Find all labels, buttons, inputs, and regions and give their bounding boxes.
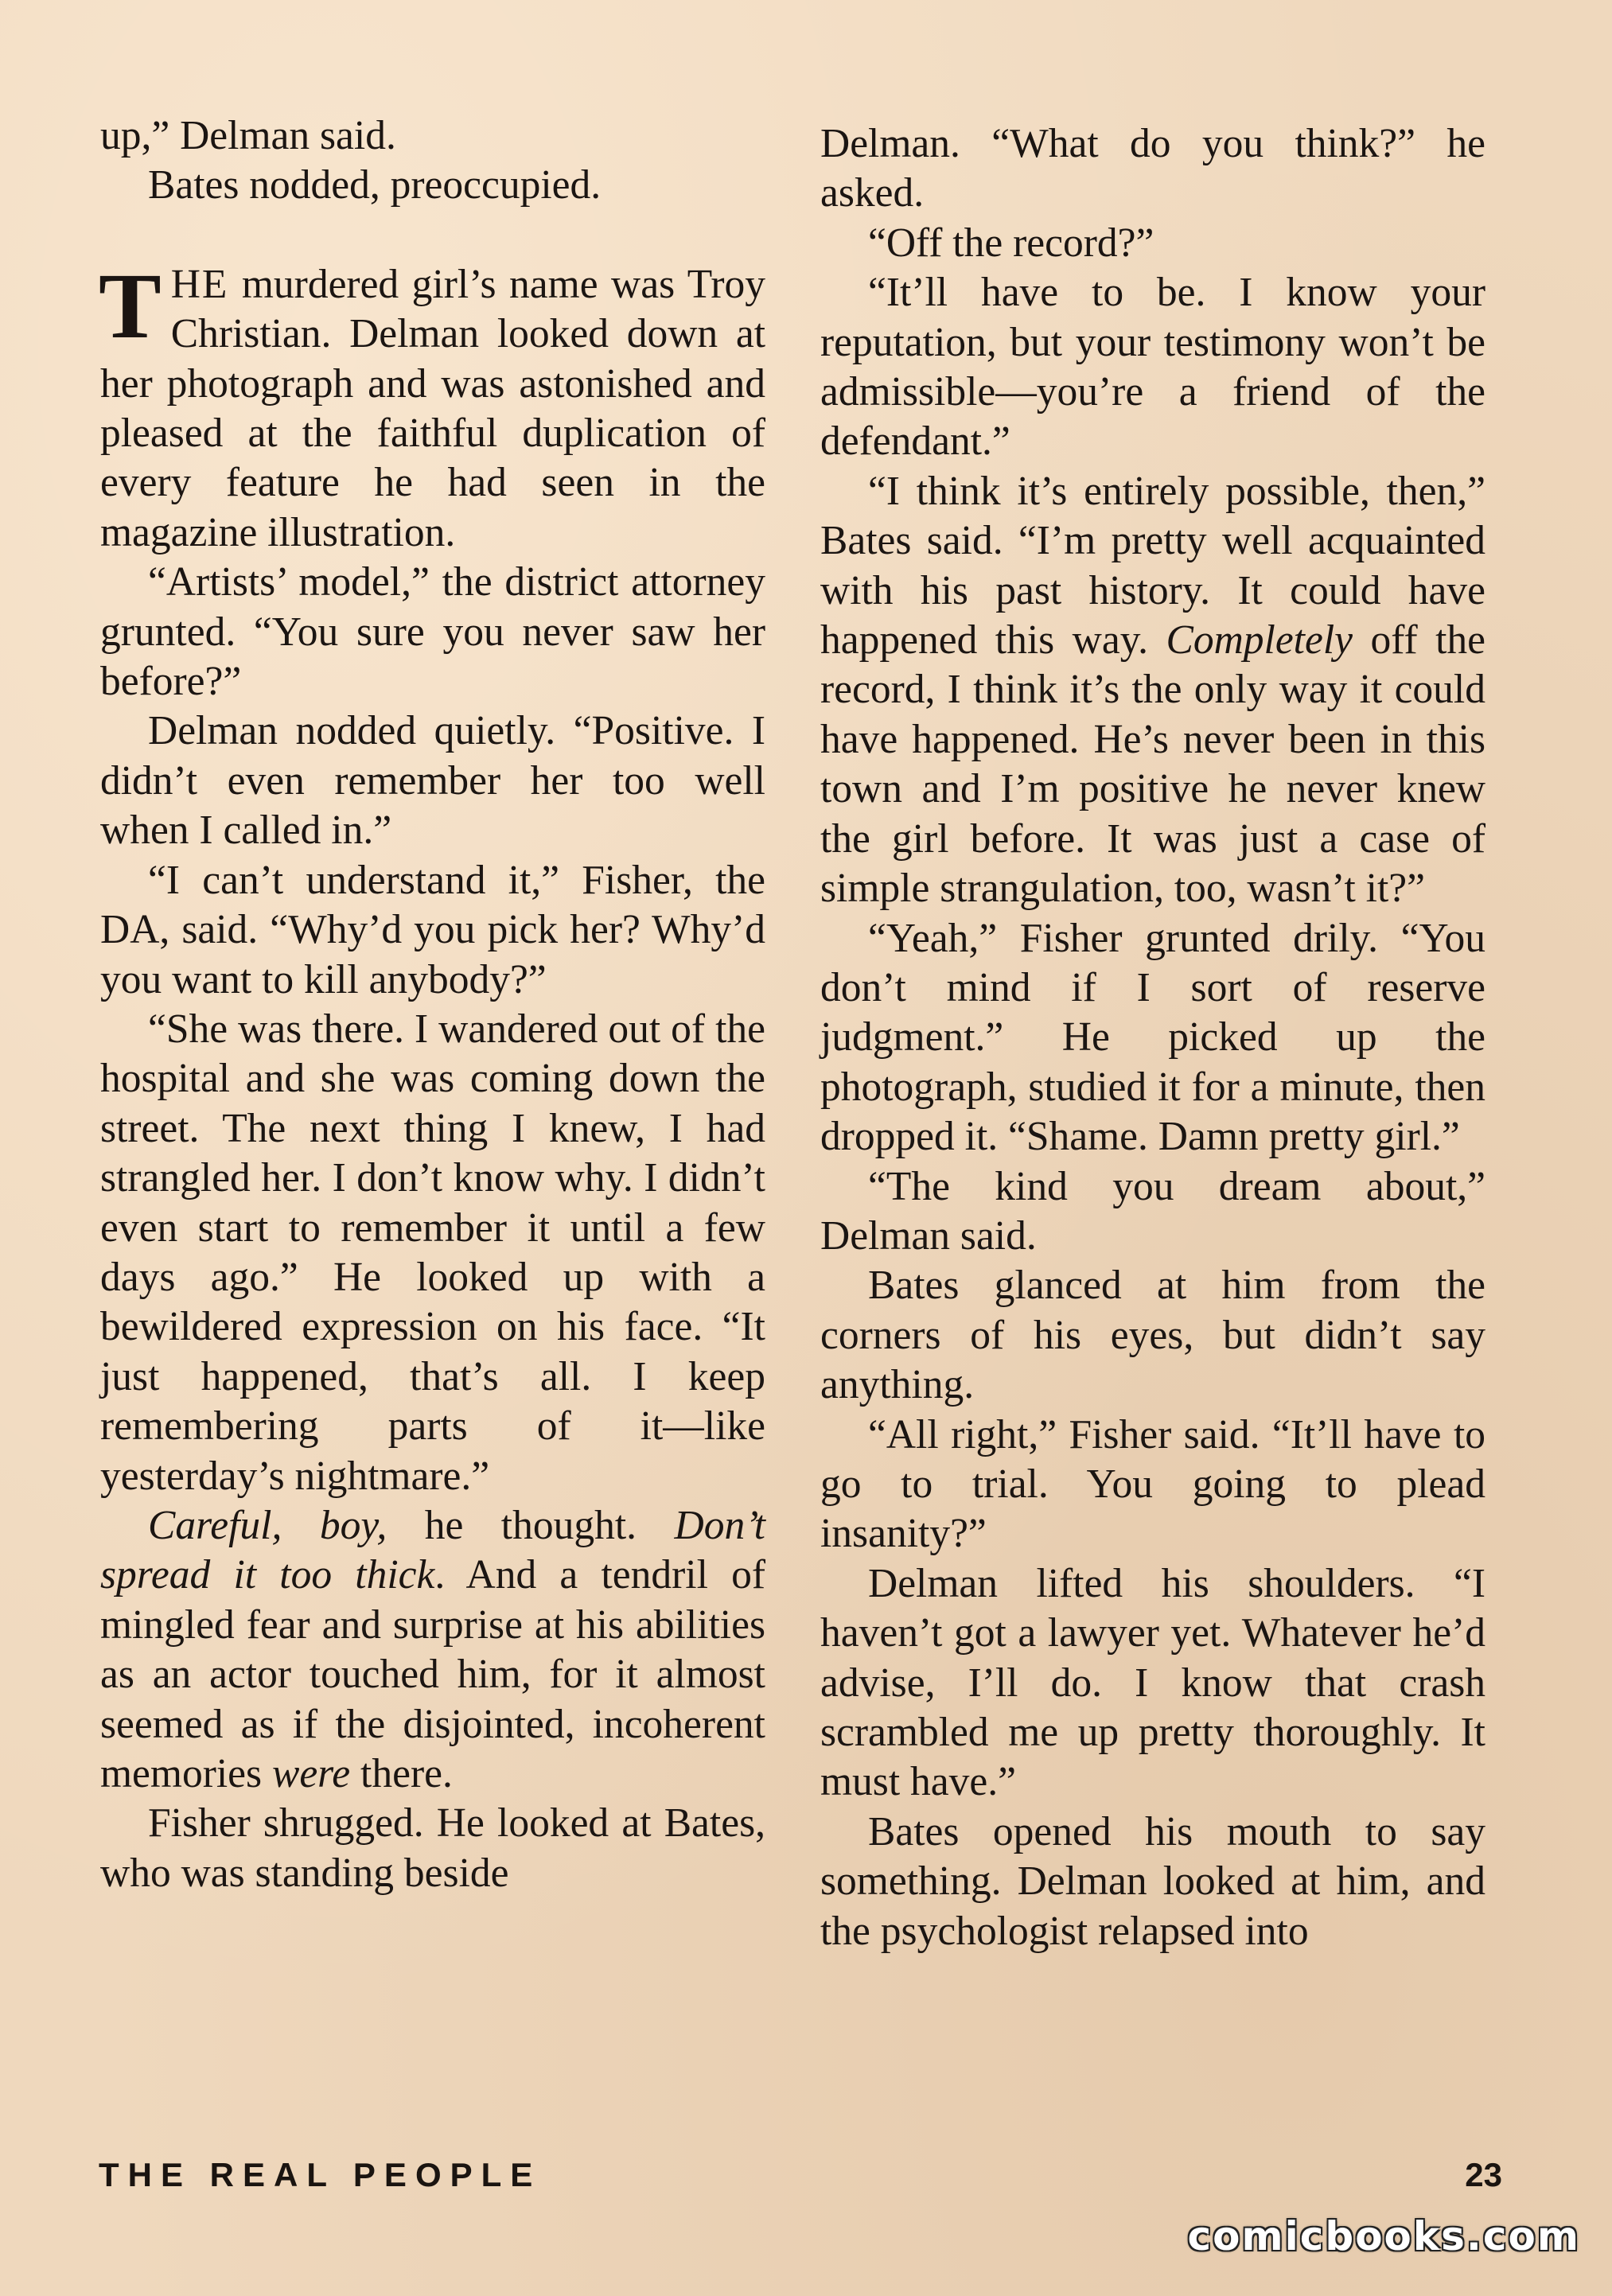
paragraph-text: he thought. <box>387 1502 675 1548</box>
paragraph: “Off the record?” <box>868 220 1154 266</box>
paragraph-text: . And a tendril of mingled fear and surprise at his abilities as an actor touched him, for it almost seemed as if the disjointed, incoherent memories <box>100 1552 765 1796</box>
drop-cap: T <box>99 253 162 358</box>
paragraph: Bates opened his mouth to say something. Delman looked at him, and the psychologist relapsed into <box>820 1808 1485 1954</box>
paragraph: “It’ll have to be. I know your reputation, but your testimony won’t be admissible—you’re a friend of the defendant.” <box>820 270 1485 465</box>
paragraph: “Artists’ model,” the district attorney grunted. “You sure you never saw her before?” <box>100 559 765 705</box>
opening-word: HE <box>170 261 229 307</box>
watermark: comicbooks.com <box>1187 2213 1580 2259</box>
paragraph-text: “I think it’s entirely possible, then,” Bates said. “I’m pretty well acquainted with his past history. It could have happened this way. <box>820 468 1485 664</box>
page-number: 23 <box>1465 2156 1502 2193</box>
paragraph-text: there. <box>350 1751 453 1796</box>
left-column <box>100 111 765 1898</box>
italic-text: Don’t spread it too thick <box>100 1502 765 1598</box>
page-footer <box>99 2156 1502 2196</box>
paragraph: Delman lifted his shoulders. “I haven’t got a lawyer yet. Whatever he’d advise, I’ll do. I know that crash scrambled me up pretty thoroughly. It must have.” <box>820 1560 1485 1805</box>
paragraph: “I can’t understand it,” Fisher, the DA, said. “Why’d you pick her? Why’d you want to kill anybody?” <box>100 857 765 1002</box>
paragraph: “The kind you dream about,” Delman said. <box>820 1163 1485 1259</box>
right-column <box>820 119 1485 1956</box>
paragraph: Fisher shrugged. He looked at Bates, who was standing beside <box>100 1800 765 1896</box>
paragraph: Bates glanced at him from the corners of his eyes, but didn’t say anything. <box>820 1263 1485 1408</box>
paragraph-text: murdered girl’s name was Troy Christian. Delman looked down at her photograph and was astonished and pleased at the faithful duplication of every feature he had seen in the magazine illustration. <box>100 261 765 555</box>
paragraph <box>820 467 1485 914</box>
paragraph: Bates nodded, preoccupied. <box>148 162 602 208</box>
paragraph: Delman. “What do you think?” he asked. <box>820 121 1485 216</box>
italic-text: were <box>271 1751 351 1796</box>
italic-text: Careful, boy, <box>148 1502 387 1548</box>
italic-text: Completely <box>1166 617 1353 664</box>
paragraph: Delman nodded quietly. “Positive. I didn’t even remember her too well when I called in.” <box>100 708 765 854</box>
chapter-opening-paragraph <box>99 253 765 558</box>
paragraph: “Yeah,” Fisher grunted drily. “You don’t mind if I sort of reserve judgment.” He picked up the photograph, studied it for a minute, then dropped it. “Shame. Damn pretty girl.” <box>820 915 1485 1160</box>
paragraph-text: off the record, I think it’s the only way it could have happened. He’s never been in this town and I’m positive he never knew the girl before. It was just a case of simple strangulation, too, wasn’t it?” <box>820 617 1485 912</box>
magazine-title: THE REAL PEOPLE <box>99 2156 542 2193</box>
paragraph: up,” Delman said. <box>100 113 396 158</box>
paragraph: “She was there. I wandered out of the hospital and she was coming down the street. The next thing I knew, I had strangled her. I don’t know why. I didn’t even start to remember it until a few days ago.” He looked up with a bewildered expression on his face. “It just happened, that’s all. I keep remembering parts of it—like yesterday’s nightmare.” <box>100 1006 765 1499</box>
paragraph <box>100 1501 765 1799</box>
paragraph: “All right,” Fisher said. “It’ll have to go to trial. You going to plead insanity?” <box>820 1411 1485 1557</box>
